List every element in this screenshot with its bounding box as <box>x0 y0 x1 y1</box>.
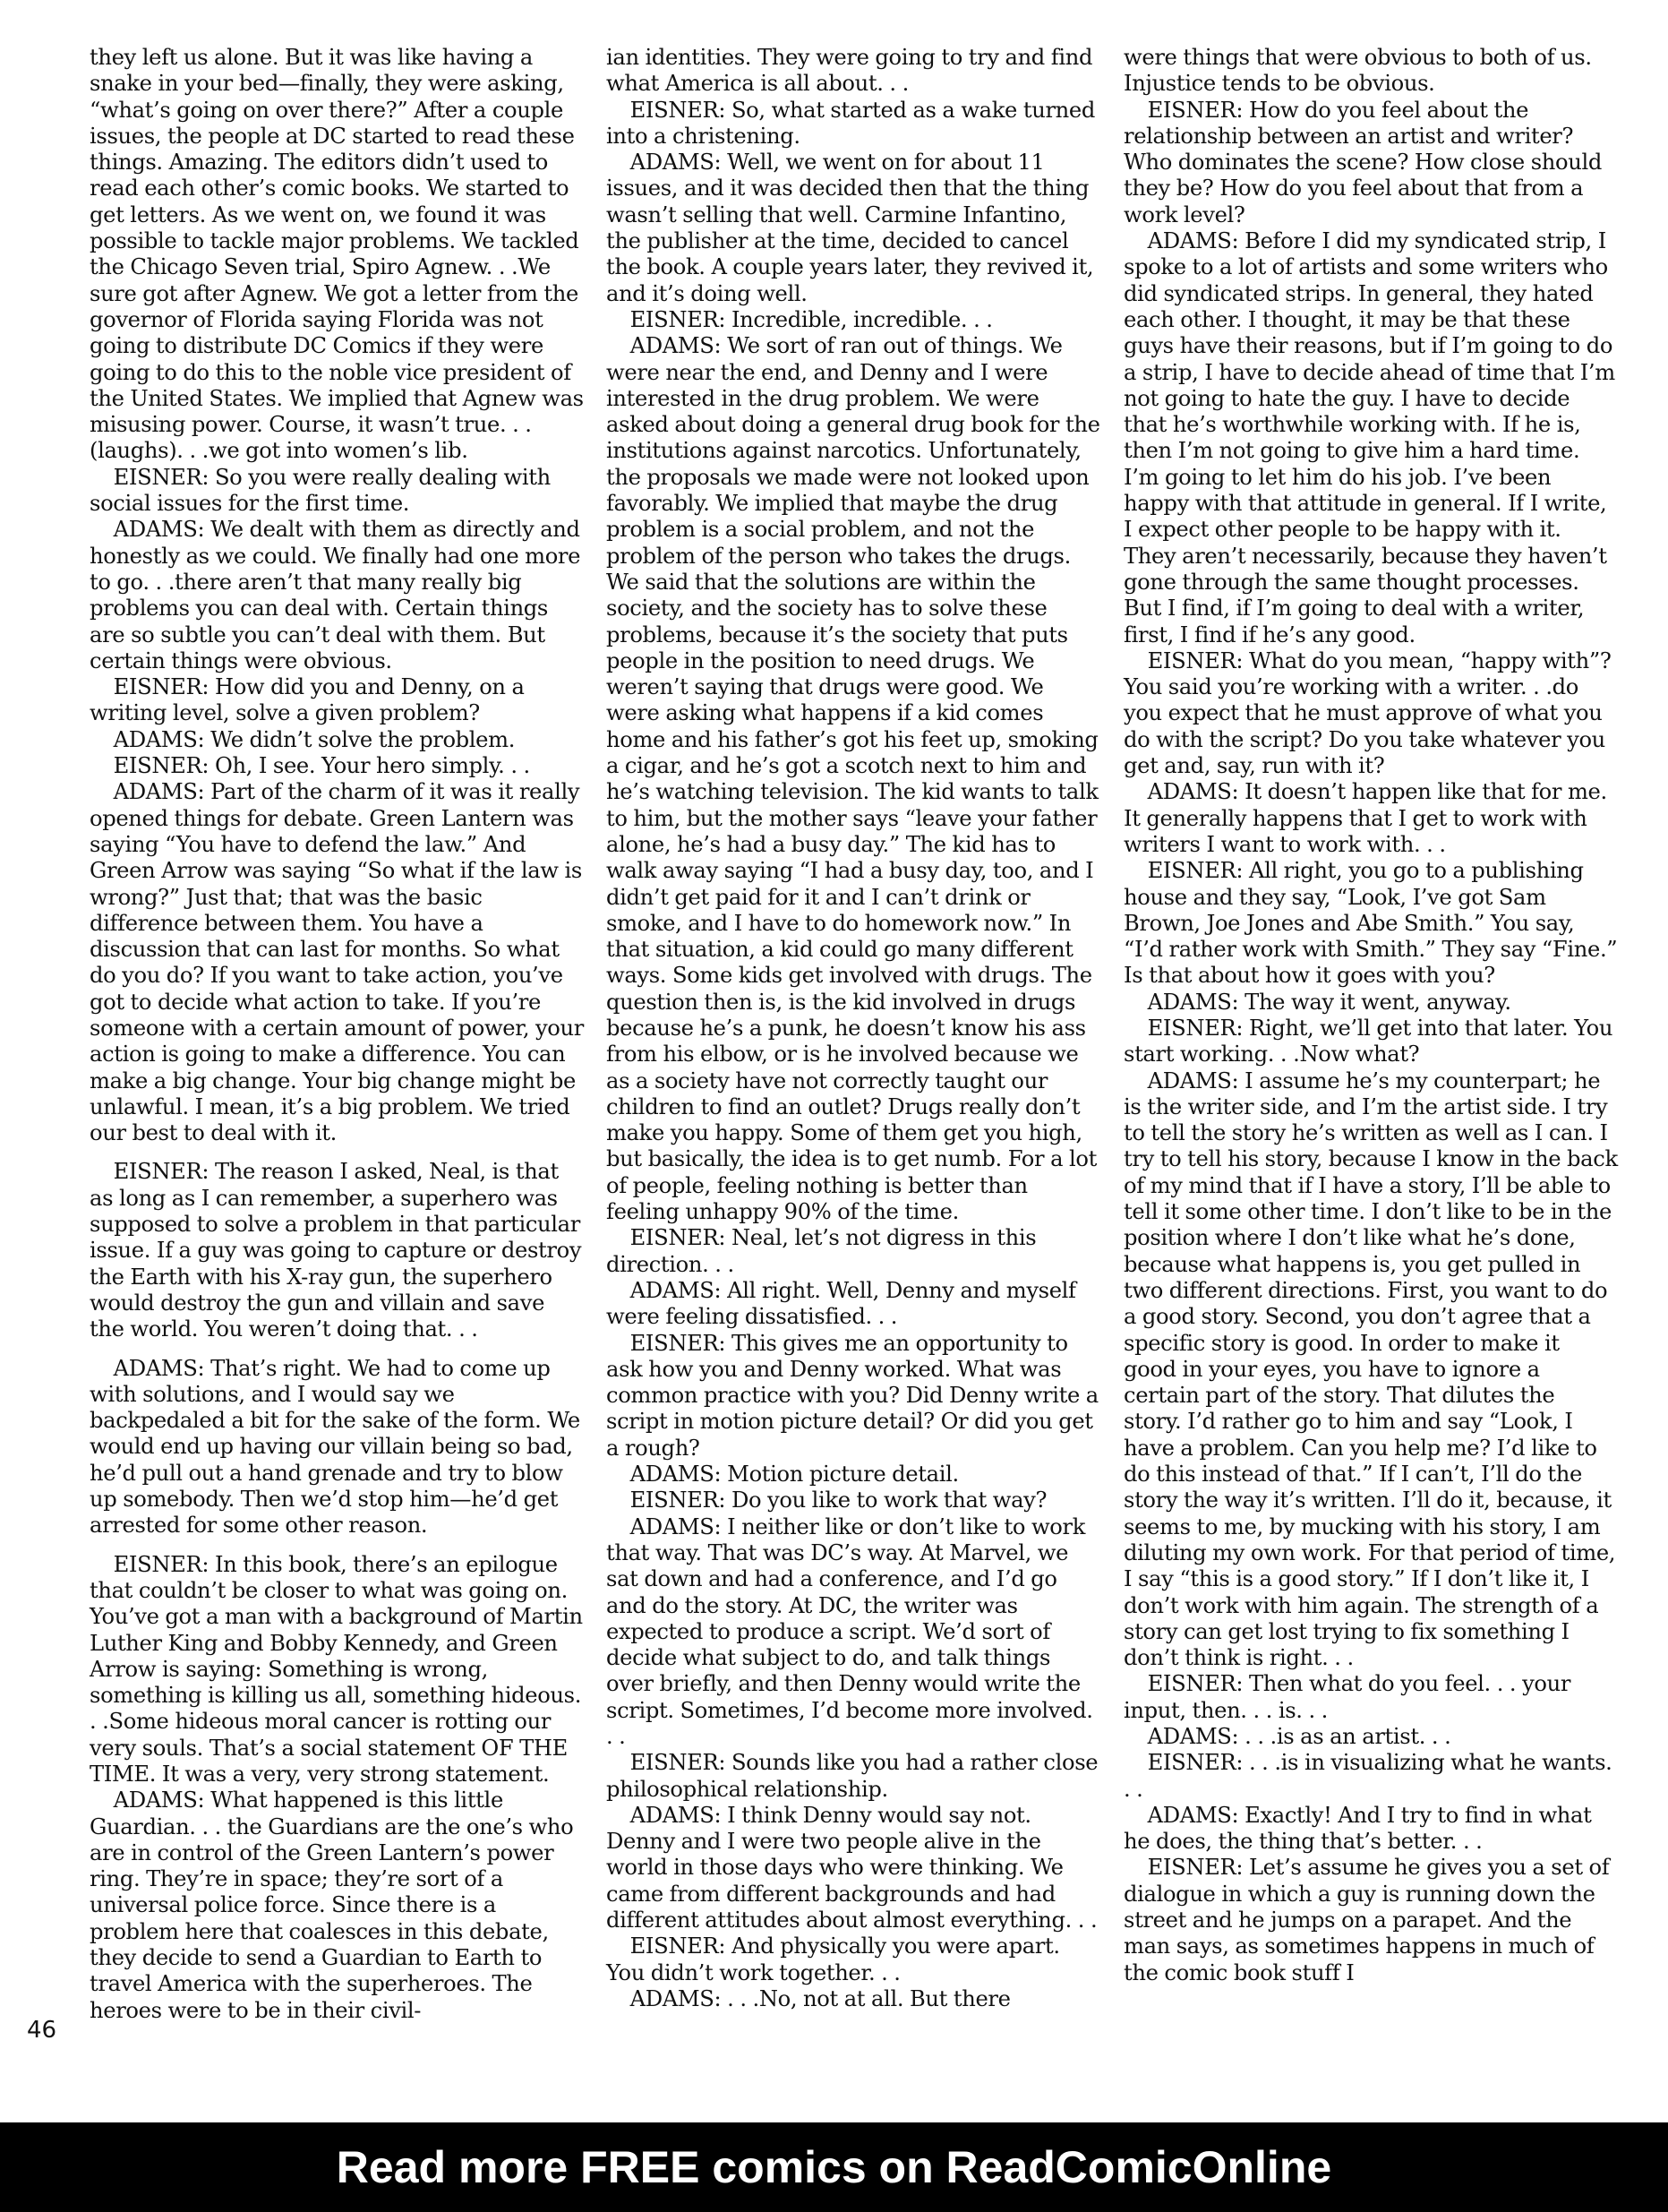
page-number: 46 <box>27 2017 57 2044</box>
paragraph: EISNER: Incredible, incredible. . . <box>629 306 993 332</box>
paragraph: ADAMS: We sort of ran out of things. We were near the end, and Denny and I were interested in the drug problem. We were asked about doing a general drug book for the institutions against narcotics. Unfortunately, the proposals we made were not looked upon favorably. We implied that maybe the drug problem is a social problem, and not the problem of the person who takes the drugs. We said that the solutions are within the society, and the society has to solve these problems, because it’s the society that puts people in the position to need drugs. We weren’t saying that drugs were good. We were asking what happens if a kid comes home and his father’s got his feet up, smoking a cigar, and he’s got a scotch next to him and he’s watching television. The kid wants to talk to him, but the mother says “leave your father alone, he’s had a busy day.” The kid has to walk away saying “I had a busy day, too, and I didn’t get paid for it and I can’t drink or smoke, and I have to do homework now.” In that situation, a kid could go many different ways. Some kids get involved with drugs. The question then is, is the kid involved in drugs because he’s a punk, he doesn’t know his ass from his elbow, or is he involved because we as a society have not correctly taught our children to find an outlet? Drugs really don’t make you happy. Some of them get you high, but basically, the idea is to get numb. For a lot of people, feeling nothing is better than feeling unhappy 90% of the time. <box>606 333 1100 1225</box>
paragraph: ADAMS: Exactly! And I try to find in what he does, the thing that’s better. . . <box>1124 1802 1592 1855</box>
paragraph: ADAMS: We dealt with them as directly and honestly as we could. We finally had one more to go. . .there aren’t that many really big problems you can deal with. Certain things are so subtle you can’t deal with them. But certain things were obvious. <box>90 517 581 673</box>
paragraph: ADAMS: That’s right. We had to come up with solutions, and I would say we backpedaled a bit for the sake of the form. We would end up having our villain being so bad, he’d pull out a hand grenade and try to blow up somebody. Then we’d stop him—he’d get arrested for some other reason. <box>90 1355 580 1539</box>
paragraph: EISNER: The reason I asked, Neal, is that as long as I can remember, a superhero was supposed to solve a problem in that particular issue. If a guy was going to capture or destroy the Earth with his X-ray gun, the superhero would destroy the gun and villain and save the world. You weren’t doing that. . . <box>90 1159 582 1342</box>
paragraph: EISNER: Let’s assume he gives you a set of dialogue in which a guy is running down the street and he jumps on a parapet. And the man says, as sometimes happens in much of the comic book stuff I <box>1124 1855 1610 1985</box>
paragraph: ADAMS: I think Denny would say not. Denny and I were two people alive in the world in those days who were thinking. We came from different backgrounds and had different attitudes about almost everything. . . <box>606 1802 1098 1933</box>
paragraph: EISNER: Do you like to work that way? <box>629 1488 1048 1513</box>
paragraph: EISNER: Right, we’ll get into that later. You start working. . .Now what? <box>1124 1015 1613 1067</box>
paragraph: EISNER: This gives me an opportunity to ask how you and Denny worked. What was common practice with you? Did Denny write a script in motion picture detail? Or did you get a rough? <box>606 1330 1099 1461</box>
paragraph: EISNER: Oh, I see. Your hero simply. . . <box>113 753 530 779</box>
paragraph: EISNER: How did you and Denny, on a writing level, solve a given problem? <box>90 674 525 726</box>
paragraph: ADAMS: We didn’t solve the problem. <box>113 726 516 752</box>
paragraph: ADAMS: It doesn’t happen like that for me. It generally happens that I get to work with writers I want to work with. . . <box>1124 779 1607 857</box>
paragraph: EISNER: Then what do you feel. . . your input, then. . . is. . . <box>1124 1671 1571 1723</box>
paragraph: ADAMS: All right. Well, Denny and myself were feeling dissatisfied. . . <box>606 1277 1076 1330</box>
paragraph: ADAMS: Before I did my syndicated strip, I spoke to a lot of artists and some writers who did syndicated strips. In general, they hated each other. I thought, it may be that these guys have their reasons, but if I’m going to do a strip, I have to decide ahead of time that I’m not going to hate the guy. I have to decide that he’s worthwhile working with. If he is, then I’m not going to give him a hard time. I’m going to let him do his job. I’ve been happy with that attitude in general. If I write, I expect other people to be happy with it. They aren’t necessarily, because they haven’t gone through the same thought processes. But I find, if I’m going to deal with a writer, first, I find if he’s any good. <box>1124 228 1615 647</box>
text-column-3 <box>1124 45 1618 1986</box>
paragraph: ADAMS: What happened is this little Guardian. . . the Guardians are the one’s who are in control of the Green Lantern’s power ring. They’re in space; they’re sort of a universal police force. Since there is a problem here that coalesces in this debate, they decide to send a Guardian to Earth to travel America with the superheroes. The heroes were to be in their civil- <box>90 1788 574 2023</box>
paragraph: EISNER: In this book, there’s an epilogue that couldn’t be closer to what was going on. You’ve got a man with a background of Martin Luther King and Bobby Kennedy, and Green Arrow is saying: Something is wrong, something is killing us all, something hideous. . .Some hideous moral cancer is rotting our very souls. That’s a social statement OF THE TIME. It was a very, very strong statement. <box>90 1551 583 1787</box>
paragraph: EISNER: Neal, let’s not digress in this direction. . . <box>606 1225 1037 1277</box>
paragraph: they left us alone. But it was like having a snake in your bed—finally, they were asking, “what’s going on over there?” After a couple issues, the people at DC started to read these things. Amazing. The editors didn’t used to read each other’s comic books. We started to get letters. As we went on, we found it was possible to tackle major problems. We tackled the Chicago Seven trial, Spiro Agnew. . .We sure got after Agnew. We got a letter from the governor of Florida saying Florida was not going to distribute DC Comics if they were going to do this to the noble vice president of the United States. We implied that Agnew was misusing power. Course, it wasn’t true. . .(laughs). . .we got into women’s lib. <box>90 45 584 464</box>
paragraph: ADAMS: . . .No, not at all. But there <box>629 1985 1011 2011</box>
promo-banner[interactable]: Read more FREE comics on ReadComicOnline <box>0 2122 1668 2212</box>
paragraph: ADAMS: Motion picture detail. <box>629 1462 959 1488</box>
paragraph: EISNER: Sounds like you had a rather close philosophical relationship. <box>606 1750 1099 1802</box>
paragraph: ADAMS: . . .is as an artist. . . <box>1147 1724 1451 1749</box>
paragraph: EISNER: . . .is in visualizing what he wants. . . <box>1124 1750 1612 1802</box>
paragraph: were things that were obvious to both of us. Injustice tends to be obvious. <box>1124 45 1592 97</box>
paragraph: EISNER: How do you feel about the relationship between an artist and writer? Who dominates the scene? How close should they be? How do you feel about that from a work level? <box>1124 97 1602 227</box>
paragraph: EISNER: So you were really dealing with social issues for the first time. <box>90 464 551 517</box>
paragraph: ian identities. They were going to try and find what America is all about. . . <box>606 45 1093 97</box>
paragraph: EISNER: What do you mean, “happy with”? You said you’re working with a writer. . .do you expect that he must approve of what you do with the script? Do you take whatever you get and, say, run with it? <box>1124 647 1612 779</box>
paragraph: ADAMS: I neither like or don’t like to work that way. That was DC’s way. At Marvel, we sat down and had a conference, and I’d go and do the story. At DC, the writer was expected to produce a script. We’d sort of decide what subject to do, and talk things over briefly, and then Denny would write the script. Sometimes, I’d become more involved. . . <box>606 1513 1093 1749</box>
text-column-1 <box>90 45 584 2024</box>
paragraph: EISNER: So, what started as a wake turned into a christening. <box>606 97 1095 149</box>
paragraph: ADAMS: The way it went, anyway. <box>1147 989 1511 1015</box>
paragraph: ADAMS: Well, we went on for about 11 issues, and it was decided then that the thing wasn’t selling that well. Carmine Infantino, the publisher at the time, decided to cancel the book. A couple years later, they revived it, and it’s doing well. <box>606 150 1094 306</box>
paragraph: ADAMS: I assume he’s my counterpart; he is the writer side, and I’m the artist side. I try to tell the story he’s written as well as I can. I try to tell his story, because I know in the back of my mind that if I have a story, I’ll be able to tell it some other time. I don’t like to be in the position where I don’t like what he’s done, because what happens is, you get pulled in two different directions. First, you want to do a good story. Second, you don’t agree that a specific story is good. In order to make it good in your eyes, you have to ignore a certain part of the story. That dilutes the story. I’d rather go to him and say “Look, I have a problem. Can you help me? I’d like to do this instead of that.” If I can’t, I’ll do the story the way it’s written. I’ll do it, because, it seems to me, by mucking with his story, I am diluting my own work. For that period of time, I say “this is a good story.” If I don’t like it, I don’t work with him again. The strength of a story can get lost trying to fix something I don’t think is right. . . <box>1124 1067 1618 1671</box>
paragraph: ADAMS: Part of the charm of it was it really opened things for debate. Green Lantern was saying “You have to defend the law.” And Green Arrow was saying “So what if the law is wrong?” Just that; that was the basic difference between them. You have a discussion that can last for months. So what do you do? If you want to take action, you’ve got to decide what action to take. If you’re someone with a certain amount of power, your action is going to make a difference. You can make a big change. Your big change might be unlawful. I mean, it’s a big problem. We tried our best to deal with it. <box>90 779 584 1146</box>
paragraph: EISNER: And physically you were apart. You didn’t work together. . . <box>606 1933 1060 1985</box>
text-column-2 <box>606 45 1100 2012</box>
paragraph: EISNER: All right, you go to a publishing house and they say, “Look, I’ve got Sam Brown, Joe Jones and Abe Smith.” You say, “I’d rather work with Smith.” They say “Fine.” Is that about how it goes with you? <box>1124 858 1618 989</box>
